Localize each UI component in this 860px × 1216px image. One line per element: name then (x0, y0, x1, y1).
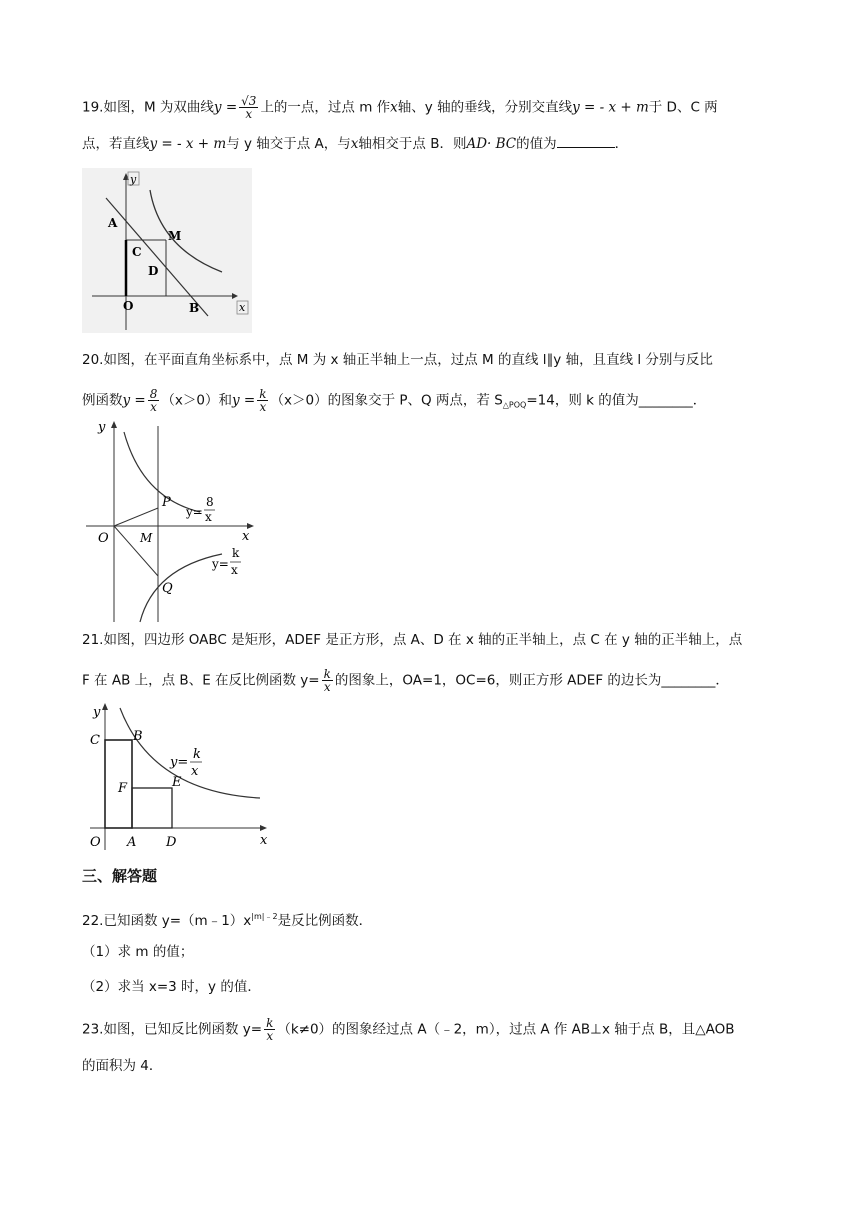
q20-label-O: O (98, 531, 109, 546)
q23-line2: 的面积为 4． (82, 1058, 163, 1074)
q19-text: 轴相交于点 B．则 (358, 136, 467, 152)
q19-label-A: A (108, 216, 118, 230)
q19-text: 19.如图，M 为双曲线 (82, 99, 214, 116)
q21-text: 21.如图，四边形 OABC 是矩形，ADEF 是正方形，点 A、D 在 x 轴的正半轴上，点 C 在 y 轴的正半轴上，点 (82, 632, 743, 648)
q19-label-C: C (132, 245, 142, 259)
q22-sub1: （1）求 m 的值； (82, 944, 194, 960)
q20-label-P: P (162, 495, 171, 510)
q22-line1 (82, 907, 372, 931)
q21-frac-num: k (323, 667, 331, 681)
q19-text: 点，若直线 (82, 136, 150, 152)
q19-y-label: y (130, 173, 137, 186)
q19-frac-den: x (245, 107, 253, 121)
q21-frac-den: x (323, 680, 331, 694)
q20-curve2-den: x (231, 563, 238, 577)
q19-product: AD· BC (466, 136, 517, 152)
q19-x-label: x (239, 301, 246, 314)
q20-subscript: △POQ (502, 400, 527, 410)
q21-fraction (322, 668, 333, 693)
q21-label-E: E (172, 775, 182, 790)
q19-x: x (350, 136, 359, 152)
q20-curve1-den: x (205, 510, 212, 524)
q22-text: 是反比例函数． (277, 913, 373, 929)
q19-label-O: O (123, 299, 134, 313)
q21-label-D: D (166, 835, 177, 850)
q20-text: （x＞0）和 (161, 392, 232, 409)
q23-text: （k≠0）的图象经过点 A（﹣2，m），过点 A 作 AB⊥x 轴于点 B，且△AOB (277, 1021, 735, 1038)
q20-text: 20.如图，在平面直角坐标系中，点 M 为 x 轴正半轴上一点，过点 M 的直线 l∥y 轴，且直线 l 分别与反比 (82, 352, 713, 368)
q21-label-O: O (90, 835, 101, 850)
q21-x-label: x (260, 833, 268, 848)
q20-fraction1 (148, 388, 160, 413)
q21-curve-num: k (193, 747, 201, 762)
q20-y-label: y (98, 420, 106, 435)
q19-text: 的值为 (516, 136, 557, 152)
q21-line2 (82, 668, 729, 693)
q20-text: （x＞0）的图象交于 P、Q 两点，若 S (270, 392, 503, 409)
q19-frac-num: √3 (241, 94, 257, 108)
q19-fraction (239, 95, 258, 120)
q19-label-B: B (189, 301, 200, 315)
q19-text: 上的一点，过点 m 作 (260, 99, 391, 116)
q19-label-M: M (168, 229, 182, 243)
q20-line2 (82, 388, 706, 416)
q21-line1 (82, 630, 742, 650)
q20-text: =14，则 k 的值为________． (526, 392, 707, 409)
q20-fraction2 (257, 388, 268, 413)
q21-text: F 在 AB 上，点 B、E 在反比例函数 y= (82, 672, 320, 689)
q21-figure (82, 700, 272, 852)
q20-label-M: M (140, 531, 153, 545)
q21-y-label: y (93, 705, 101, 720)
q19-text: 与 y 轴交于点 A，与 (226, 136, 351, 152)
q20-line1 (82, 350, 713, 370)
q20-frac2-num: k (259, 387, 267, 401)
q19-line-eq: y = - x + m (149, 136, 227, 152)
q20-curve2-lhs: y= (212, 557, 229, 571)
q21-label-A: A (127, 835, 137, 850)
q20-figure (82, 418, 262, 624)
q23-text: 23.如图，已知反比例函数 y= (82, 1021, 263, 1038)
q20-formula1-lhs: y = (122, 392, 146, 409)
q19-label-D: D (148, 264, 159, 278)
q19-line2 (82, 134, 628, 154)
q21-label-F: F (118, 781, 128, 796)
q20-frac2-den: x (259, 400, 267, 414)
q23-frac-num: k (266, 1016, 274, 1030)
q19-figure (82, 168, 252, 333)
q20-label-Q: Q (162, 581, 173, 596)
q21-curve-den: x (191, 764, 199, 779)
q20-text: 例函数 (82, 392, 123, 409)
q20-formula2-lhs: y = (231, 392, 256, 409)
q19-answer-blank (557, 134, 615, 148)
q19-formula-lhs: y = (213, 99, 238, 116)
q19-x: x (390, 99, 398, 116)
q23-line1 (82, 1017, 735, 1042)
q19-text: ． (614, 136, 629, 152)
q20-x-label: x (242, 529, 250, 544)
q19-text: 轴、y 轴的垂线，分别交直线 (397, 99, 573, 116)
q22-text: 22.已知函数 y=（m﹣1）x (82, 913, 252, 929)
q21-curve-lhs: y= (170, 755, 189, 770)
q19-text: 于 D、C 两 (648, 99, 718, 116)
q20-frac1-num: 8 (149, 387, 158, 401)
q21-label-B: B (133, 729, 143, 744)
q20-curve1-lhs: y= (186, 505, 203, 519)
q19-line-eq: y = - x + m (572, 99, 649, 116)
q22-sub2: （2）求当 x=3 时，y 的值． (82, 979, 261, 995)
q21-text: 的图象上，OA=1，OC=6，则正方形 ADEF 的边长为________． (334, 672, 729, 689)
section3-heading: 三、解答题 (82, 867, 158, 885)
q23-frac-den: x (266, 1029, 274, 1043)
q20-frac1-den: x (150, 400, 157, 414)
q23-fraction (264, 1017, 275, 1042)
q20-curve2-num: k (232, 546, 240, 560)
q22-superscript: |m|﹣2 (251, 912, 278, 921)
q20-curve1-num: 8 (206, 495, 214, 509)
q21-label-C: C (90, 733, 100, 748)
q19-line1 (82, 95, 718, 120)
